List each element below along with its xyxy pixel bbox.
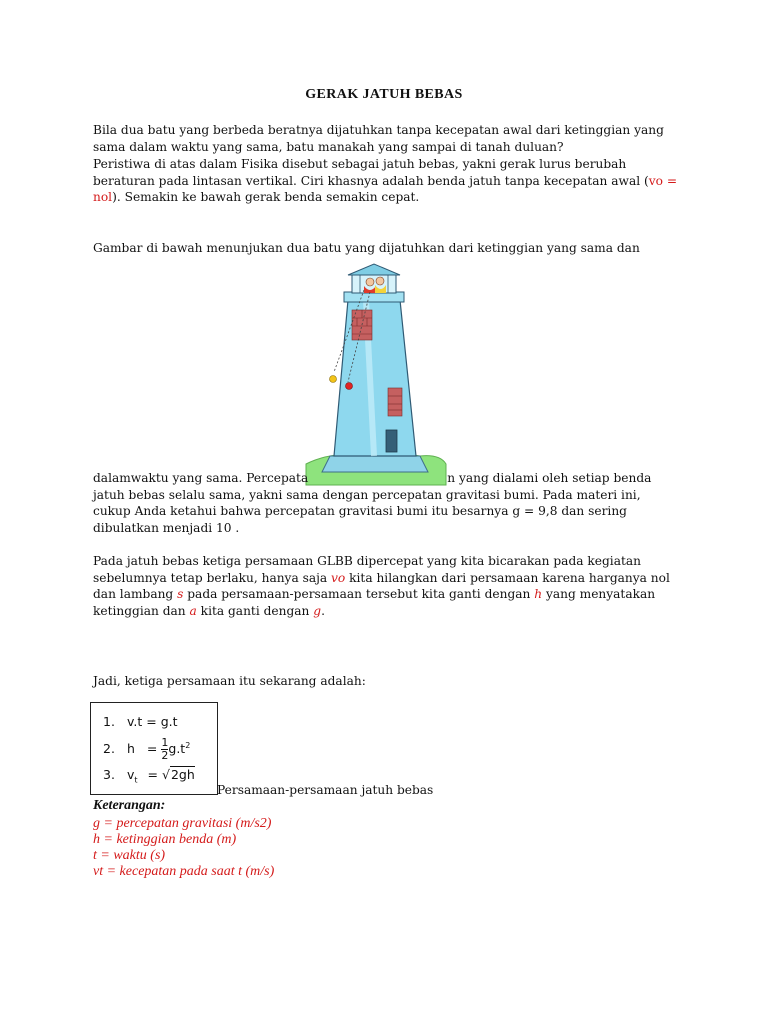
symbol-vo: vo: [331, 570, 346, 585]
equation-3-lhs: v: [127, 767, 135, 782]
symbol-h: h: [534, 587, 543, 602]
fraction-numerator: 1: [161, 736, 169, 749]
falling-stone-red: [346, 383, 353, 390]
definition-text: Peristiwa di atas dalam Fisika disebut sebagai jatuh bebas, yakni gerak lurus berubah beraturan pada lintasan vertikal. Ciri khasnya adalah benda jatuh tanpa kecepatan awal (: [93, 157, 649, 188]
p5-text-3: pada persamaan-persamaan tersebut kita ganti dengan: [183, 587, 535, 602]
keterangan-item: t = waktu (s): [93, 848, 166, 863]
person-icon: [366, 278, 374, 286]
equations-caption: Persamaan-persamaan jatuh bebas: [217, 783, 434, 797]
keterangan-title: Keterangan:: [93, 798, 166, 813]
paragraph-figure-intro: Gambar di bawah menunjukan dua batu yang dijatuhkan dari ketinggian yang sama dan: [93, 241, 640, 255]
tower-door: [386, 430, 397, 452]
equation-2: [103, 737, 190, 762]
keterangan-list: [93, 816, 274, 880]
p5-text-1: Pada jatuh bebas ketiga persamaan GLBB dipercepat yang kita bicarakan pada kegiatan sebelumnya tetap berlaku, hanya saja: [93, 554, 641, 585]
p5-text-4: yang menyatakan ketinggian dan: [93, 587, 656, 618]
keterangan-item: h = ketinggian benda (m): [93, 832, 237, 847]
page-title: GERAK JATUH BEBAS: [305, 87, 463, 102]
paragraph-question: Bila dua batu yang berbeda beratnya dijatuhkan tanpa kecepatan awal dari ketinggian yang sama dalam waktu yang sama, batu manakah yang sampai di tanah duluan?: [93, 123, 664, 154]
p5-text-2: kita hilangkan dari persamaan karena harganya nol dan lambang: [93, 570, 670, 602]
paragraph-acceleration: [93, 470, 678, 536]
paragraph-definition: [93, 156, 678, 206]
symbol-s: s: [177, 587, 184, 602]
p4-line1-left: dalamwaktu yang sama. Percepata: [93, 471, 309, 485]
equation-2-rhs: g.t: [168, 741, 186, 756]
equation-3-subscript: t: [134, 775, 138, 785]
definition-tail: ). Semakin ke bawah gerak benda semakin cepat.: [112, 190, 420, 205]
equation-2-equals: =: [146, 741, 158, 756]
p5-text-6: .: [321, 603, 325, 618]
equation-1-number: 1.: [103, 714, 115, 729]
fraction-denominator: 2: [161, 749, 169, 762]
equation-2-exponent: 2: [185, 740, 191, 750]
equation-2-number: 2.: [103, 741, 115, 756]
equation-3-equals: =: [147, 767, 159, 782]
lighthouse-illustration: [300, 260, 450, 490]
equation-2-lhs: h: [127, 741, 135, 756]
sqrt-icon: √: [162, 767, 170, 782]
p4-line1-right: n yang dialami oleh setiap benda: [447, 471, 652, 485]
symbol-g: g: [313, 603, 322, 618]
keterangan-item: vt = kecepatan pada saat t (m/s): [93, 864, 275, 879]
equation-1: [103, 714, 178, 729]
p4-rest: jatuh bebas selalu sama, yakni sama dengan percepatan gravitasi bumi. Pada materi ini, cukup Anda ketahui bahwa percepatan gravitasi bumi itu besarnya g = 9,8 dan sering dibulatkan menjadi 10 .: [93, 487, 641, 535]
vo-nol-highlight: vo = nol: [93, 173, 678, 205]
p5-text-5: kita ganti dengan: [196, 603, 314, 618]
equation-3-number: 3.: [103, 767, 115, 782]
equation-3: [103, 767, 195, 785]
paragraph-glbb: [93, 553, 678, 619]
paragraph-equations-intro: Jadi, ketiga persamaan itu sekarang adalah:: [93, 674, 366, 688]
equations-box: [90, 702, 218, 795]
keterangan-item: g = percepatan gravitasi (m/s2): [93, 816, 272, 831]
equation-1-text: v.t = g.t: [127, 714, 178, 729]
falling-stone-yellow: [330, 376, 337, 383]
equation-3-radicand: 2gh: [170, 767, 195, 782]
symbol-a: a: [189, 603, 197, 618]
